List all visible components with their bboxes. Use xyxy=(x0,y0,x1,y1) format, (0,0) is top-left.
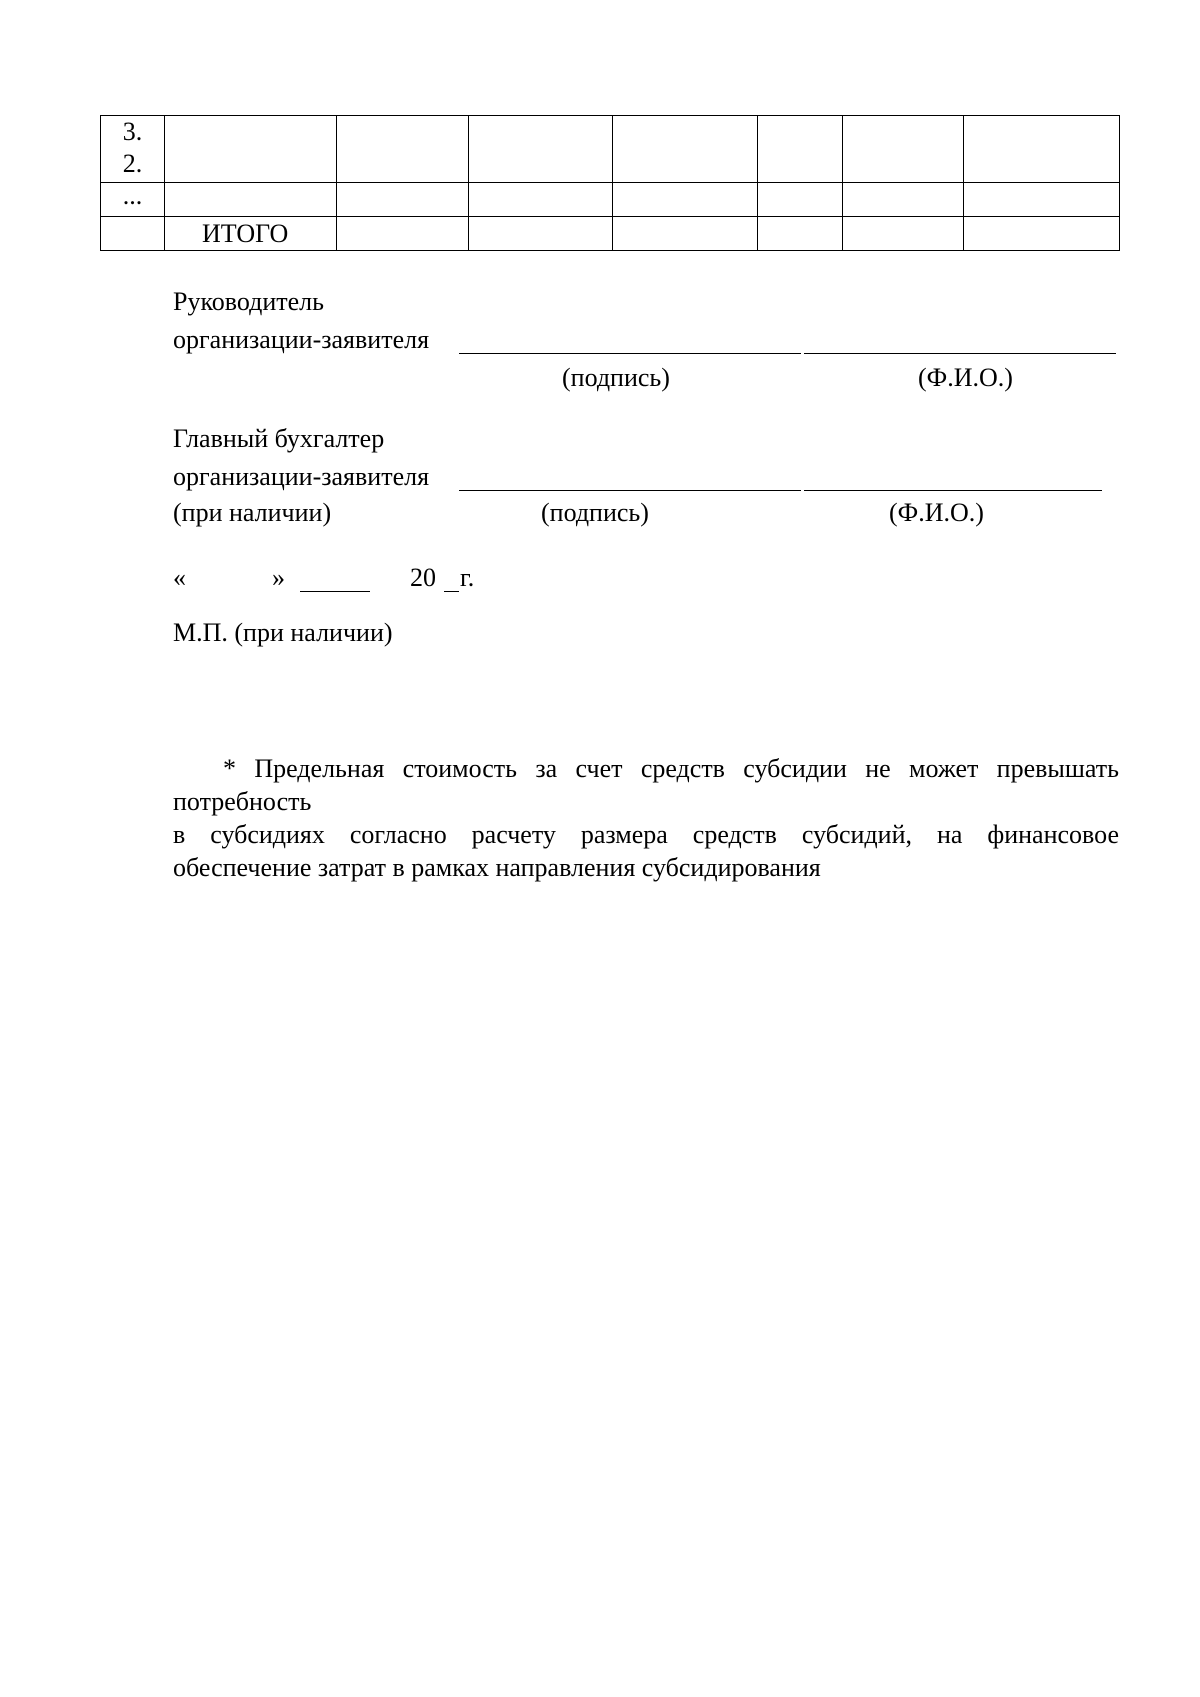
accountant-signature-line xyxy=(459,490,801,491)
table-cell xyxy=(758,116,843,183)
total-label: ИТОГО xyxy=(165,217,337,251)
table-cell xyxy=(758,217,843,251)
head-org-label: организации-заявителя xyxy=(173,325,430,354)
footnote-line: обеспечение затрат в рамках направления субсидирования xyxy=(173,853,821,882)
accountant-title: Главный бухгалтер xyxy=(173,424,385,453)
head-name-line xyxy=(804,353,1116,354)
row-number: 3. xyxy=(122,117,143,146)
table-cell xyxy=(964,183,1120,217)
footnote-line: в субсидиях согласно расчету размера средств субсидий, на финансовое xyxy=(173,820,1119,849)
table-cell xyxy=(964,217,1120,251)
head-name-caption: (Ф.И.О.) xyxy=(918,363,1013,392)
table-cell xyxy=(469,183,613,217)
table-cell xyxy=(469,217,613,251)
table-cell xyxy=(843,116,964,183)
head-signature-caption: (подпись) xyxy=(562,363,670,392)
table-row xyxy=(101,183,1120,217)
table-cell xyxy=(613,217,758,251)
date-close-quote: » xyxy=(272,563,285,592)
date-year-suffix: г. xyxy=(460,563,475,592)
footnote xyxy=(173,752,1119,884)
table-cell xyxy=(613,116,758,183)
total-row xyxy=(101,217,1120,251)
date-open-quote: « xyxy=(173,563,186,592)
accountant-name-caption: (Ф.И.О.) xyxy=(889,498,984,527)
head-signature-line xyxy=(459,353,801,354)
table-cell xyxy=(964,116,1120,183)
table-cell xyxy=(101,217,165,251)
stamp-label: М.П. (при наличии) xyxy=(173,618,393,647)
table-cell xyxy=(843,217,964,251)
accountant-signature-caption: (подпись) xyxy=(541,498,649,527)
date-year-prefix: 20 xyxy=(410,563,436,592)
table-cell xyxy=(165,116,337,183)
footnote-line: * Предельная стоимость за счет средств субсидии не может превышать xyxy=(223,754,1119,783)
accountant-note: (при наличии) xyxy=(173,498,332,527)
table-cell xyxy=(337,116,469,183)
table-cell xyxy=(758,183,843,217)
table-cell xyxy=(843,183,964,217)
head-title: Руководитель xyxy=(173,287,324,316)
table-cell xyxy=(337,217,469,251)
date-month-line xyxy=(300,591,370,592)
footnote-line: потребность xyxy=(173,787,312,816)
table-cell xyxy=(165,183,337,217)
table-cell xyxy=(469,116,613,183)
table-cell xyxy=(337,183,469,217)
row-number-cell xyxy=(101,116,165,183)
cost-table xyxy=(100,115,1120,251)
accountant-name-line xyxy=(804,490,1102,491)
table-row xyxy=(101,116,1120,183)
accountant-org-label: организации-заявителя xyxy=(173,462,430,491)
table-cell xyxy=(613,183,758,217)
date-year-line xyxy=(444,591,459,592)
row-ellipsis: ... xyxy=(101,183,165,217)
row-number: 2. xyxy=(122,149,143,178)
